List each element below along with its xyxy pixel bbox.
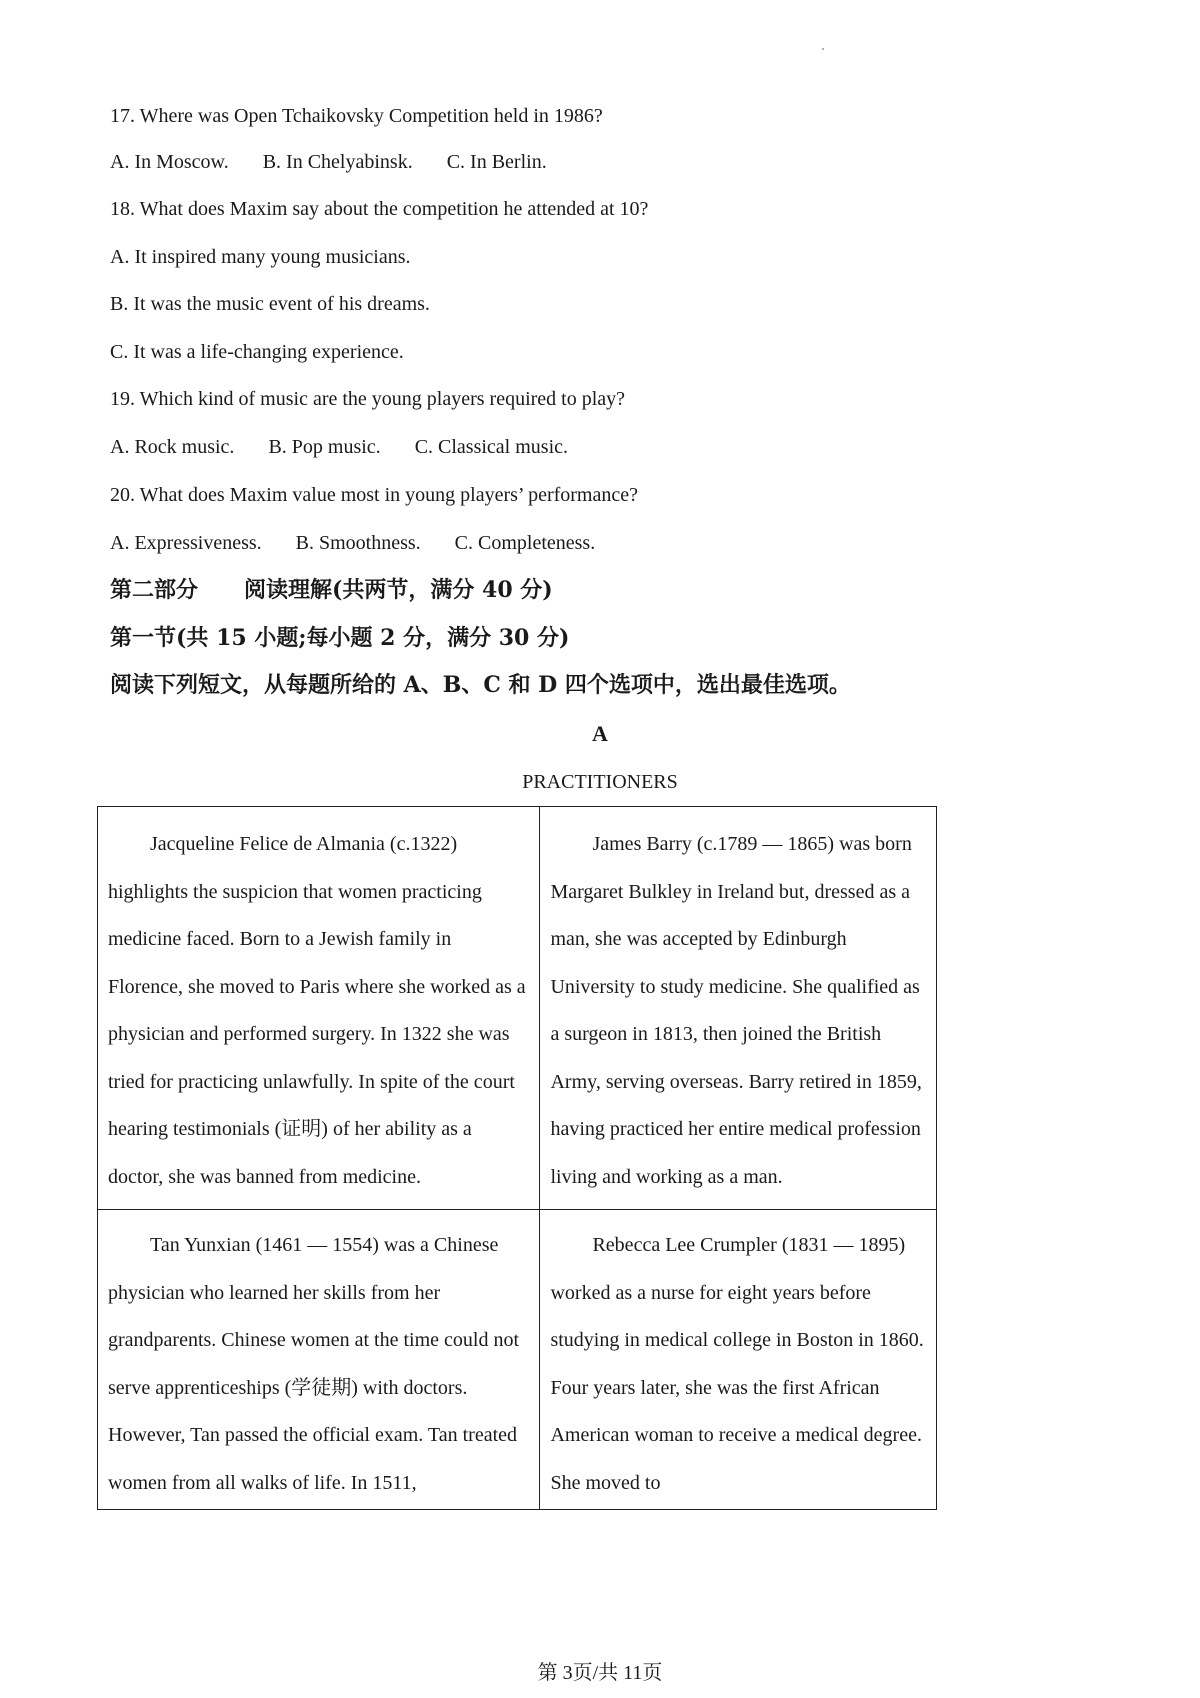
cell-text: Tan Yunxian (1461 — 1554) was a Chinese physician who learned her skills from her grandparents. Chinese women at the time could not serve apprenticeships (学徒期) with doctors. However, Tan passed the official exam. Tan treated women from all walks of life. In 1511,	[108, 1234, 520, 1494]
table-row	[98, 1210, 937, 1510]
question-18-stem: 18. What does Maxim say about the competition he attended at 10?	[110, 198, 649, 220]
table-cell-crumpler	[540, 1210, 937, 1510]
option-a: A. In Moscow.	[110, 151, 229, 173]
question-18-option-b: B. It was the music event of his dreams.	[110, 293, 430, 315]
question-19-options	[110, 435, 568, 459]
option-c: C. In Berlin.	[446, 151, 547, 173]
question-20-options	[110, 531, 595, 555]
question-20-stem: 20. What does Maxim value most in young players’ performance?	[110, 484, 638, 506]
page-footer: 第 3页/共 11页	[537, 1662, 663, 1684]
option-a: A. Expressiveness.	[110, 532, 262, 554]
passage-title: PRACTITIONERS	[522, 771, 678, 793]
question-18-option-c: C. It was a life-changing experience.	[110, 341, 404, 363]
option-a: A. Rock music.	[110, 436, 235, 458]
option-c: C. Completeness.	[454, 532, 596, 554]
table-cell-tan-yunxian	[98, 1210, 540, 1510]
cell-text: Rebecca Lee Crumpler (1831 — 1895) worked as a nurse for eight years before studying in medical college in Boston in 1860. Four years later, she was the first African American woman to receive a medical degree. She moved to	[550, 1234, 924, 1494]
question-17-options	[110, 150, 547, 174]
table-row	[98, 807, 937, 1210]
practitioners-table	[97, 806, 937, 1510]
scan-dot	[822, 48, 824, 50]
table-cell-almania	[98, 807, 540, 1210]
section1-heading: 第一节(共 15 小题;每小题 2 分，满分 30 分)	[110, 625, 570, 651]
question-18-option-a: A. It inspired many young musicians.	[110, 246, 411, 268]
option-b: B. Smoothness.	[295, 532, 421, 554]
part2-heading: 第二部分 阅读理解(共两节，满分 40 分)	[110, 577, 553, 603]
option-b: B. Pop music.	[268, 436, 381, 458]
table-cell-barry	[540, 807, 937, 1210]
question-17-stem: 17. Where was Open Tchaikovsky Competition held in 1986?	[110, 105, 603, 127]
question-19-stem: 19. Which kind of music are the young players required to play?	[110, 388, 626, 410]
option-b: B. In Chelyabinsk.	[262, 151, 413, 173]
cell-text: James Barry (c.1789 — 1865) was born Margaret Bulkley in Ireland but, dressed as a man, she was accepted by Edinburgh University to study medicine. She qualified as a surgeon in 1813, then joined the British Army, serving overseas. Barry retired in 1859, having practiced her entire medical profession living and working as a man.	[550, 833, 922, 1188]
cell-text: Jacqueline Felice de Almania (c.1322) highlights the suspicion that women practicing medicine faced. Born to a Jewish family in Florence, she moved to Paris where she worked as a physician and performed surgery. In 1322 she was tried for practicing unlawfully. In spite of the court hearing testimonials (证明) of her ability as a doctor, she was banned from medicine.	[108, 833, 526, 1188]
option-c: C. Classical music.	[414, 436, 569, 458]
reading-instruction: 阅读下列短文，从每题所给的 A、B、C 和 D 四个选项中，选出最佳选项。	[110, 672, 851, 698]
passage-letter: A	[592, 721, 608, 746]
